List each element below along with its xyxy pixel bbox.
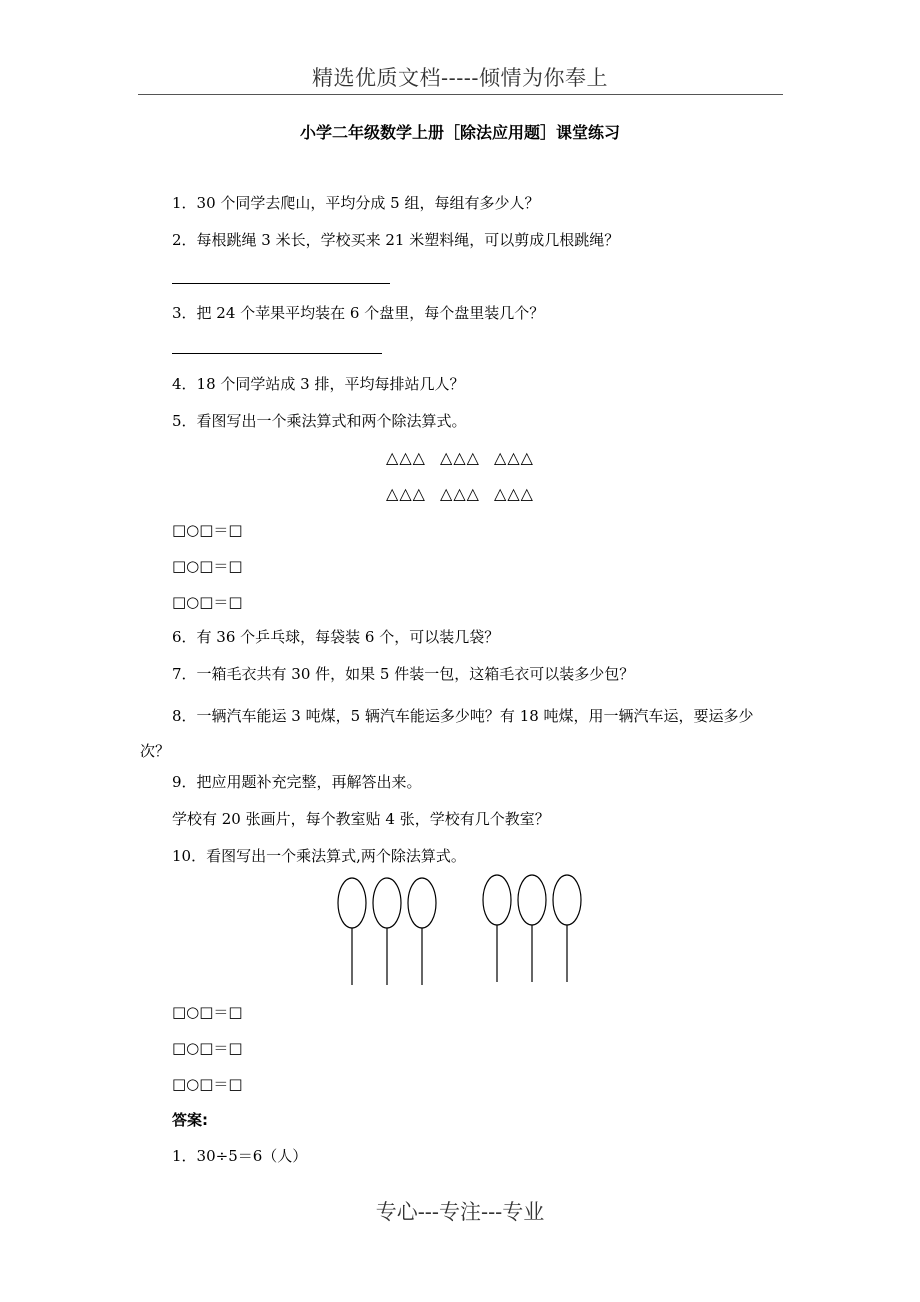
answers-label: 答案: — [172, 1111, 208, 1129]
balloon — [408, 878, 436, 928]
formula-blank: □○□＝□ — [172, 593, 243, 611]
balloons-figure — [330, 872, 590, 990]
balloon — [373, 878, 401, 928]
document-title: 小学二年级数学上册［除法应用题］课堂练习 — [299, 123, 620, 142]
answer-blank-line — [172, 283, 390, 284]
question-6: 6．有 36 个乒乓球，每袋装 6 个，可以装几袋？ — [172, 628, 500, 646]
question-3: 3．把 24 个苹果平均装在 6 个盘里，每个盘里装几个？ — [172, 304, 545, 322]
balloon — [553, 875, 581, 925]
triangle-group: △△△ — [494, 448, 534, 467]
question-10: 10．看图写出一个乘法算式,两个除法算式。 — [172, 847, 466, 865]
formula-blank: □○□＝□ — [172, 1075, 243, 1093]
answer-1: 1．30÷5＝6（人） — [172, 1147, 308, 1165]
question-7: 7．一箱毛衣共有 30 件，如果 5 件装一包，这箱毛衣可以装多少包？ — [172, 665, 635, 683]
question-2: 2．每根跳绳 3 米长，学校买来 21 米塑料绳，可以剪成几根跳绳？ — [172, 231, 620, 249]
triangle-row — [0, 484, 920, 503]
formula-blank: □○□＝□ — [172, 557, 243, 575]
formula-blank: □○□＝□ — [172, 1039, 243, 1057]
balloon — [483, 875, 511, 925]
formula-blank: □○□＝□ — [172, 1003, 243, 1021]
triangle-row — [0, 448, 920, 467]
triangle-group: △△△ — [386, 484, 426, 503]
answer-blank-line — [172, 353, 382, 354]
question-1: 1．30 个同学去爬山，平均分成 5 组，每组有多少人？ — [172, 194, 540, 212]
question-8: 8．一辆汽车能运 3 吨煤，5 辆汽车能运多少吨？有 18 吨煤，用一辆汽车运，要运多少次？ — [140, 707, 754, 760]
header-rule — [138, 94, 783, 95]
triangle-group: △△△ — [440, 448, 480, 467]
triangle-group: △△△ — [440, 484, 480, 503]
triangle-group: △△△ — [494, 484, 534, 503]
page-footer: 专心---专注---专业 — [375, 1200, 545, 1224]
question-9: 9．把应用题补充完整，再解答出来。 — [172, 773, 422, 791]
page-header: 精选优质文档-----倾情为你奉上 — [312, 66, 608, 90]
formula-blank: □○□＝□ — [172, 521, 243, 539]
question-9-text: 学校有 20 张画片，每个教室贴 4 张，学校有几个教室？ — [172, 810, 550, 828]
question-4: 4．18 个同学站成 3 排，平均每排站几人？ — [172, 375, 465, 393]
balloon — [518, 875, 546, 925]
question-5: 5．看图写出一个乘法算式和两个除法算式。 — [172, 412, 467, 430]
balloon — [338, 878, 366, 928]
triangle-group: △△△ — [386, 448, 426, 467]
